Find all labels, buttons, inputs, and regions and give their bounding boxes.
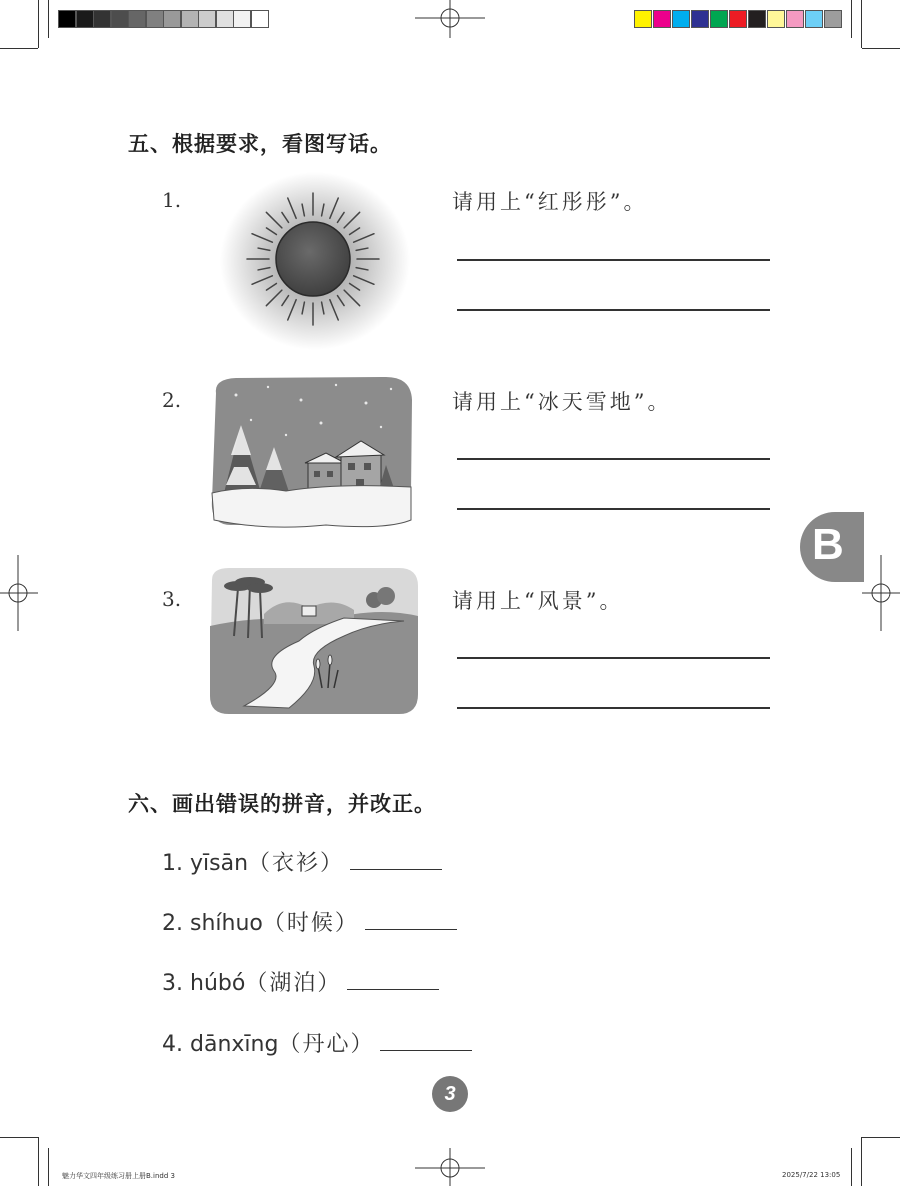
registration-mark-top — [415, 0, 485, 38]
pinyin-text: yīsān — [190, 851, 249, 876]
hanzi-text: （衣衫） — [248, 851, 345, 876]
item-number: 1. — [162, 188, 182, 212]
pinyin-question: 1. yīsān（衣衫） — [162, 846, 442, 877]
gray-swatch — [198, 10, 216, 28]
color-swatch — [634, 10, 652, 28]
page-number: 3 — [432, 1076, 468, 1112]
pinyin-question: 4. dānxīng（丹心） — [162, 1027, 472, 1058]
color-swatch — [748, 10, 766, 28]
pinyin-question: 3. húbó（湖泊） — [162, 966, 439, 997]
section-6-heading: 六、画出错误的拼音，并改正。 — [128, 792, 436, 816]
color-swatch — [786, 10, 804, 28]
pinyin-text: húbó — [190, 971, 246, 996]
writing-prompt: 请用上“红彤彤”。 — [452, 190, 648, 214]
gray-swatch — [251, 10, 269, 28]
gray-swatch — [146, 10, 164, 28]
color-swatch — [805, 10, 823, 28]
footer-datetime: 2025/7/22 13:05 — [782, 1171, 841, 1179]
gray-swatch — [58, 10, 76, 28]
gray-swatch — [233, 10, 251, 28]
registration-mark-left — [0, 555, 38, 631]
item-number: 2. — [162, 388, 182, 412]
gray-swatch — [93, 10, 111, 28]
writing-line[interactable] — [457, 657, 770, 659]
hanzi-text: （时候） — [262, 911, 359, 936]
color-swatch — [653, 10, 671, 28]
answer-blank[interactable] — [350, 851, 442, 870]
hanzi-text: （丹心） — [278, 1032, 375, 1057]
writing-line[interactable] — [457, 309, 770, 311]
footer-file-name: 魅力华文四年级练习册上册B.indd 3 — [62, 1172, 175, 1180]
sun-illustration — [220, 172, 410, 350]
river-landscape-illustration — [204, 566, 420, 718]
gray-swatch — [216, 10, 234, 28]
color-swatch — [729, 10, 747, 28]
color-swatch — [710, 10, 728, 28]
registration-mark-bottom — [415, 1148, 485, 1186]
pinyin-question: 2. shíhuo（时候） — [162, 906, 457, 937]
section-tab-badge: B — [800, 512, 864, 582]
gray-swatch — [163, 10, 181, 28]
gray-swatch — [128, 10, 146, 28]
gray-swatch — [76, 10, 94, 28]
section-5-heading: 五、根据要求，看图写话。 — [128, 132, 392, 156]
pinyin-text: shíhuo — [190, 911, 263, 936]
registration-mark-right — [862, 555, 900, 631]
pinyin-text: dānxīng — [190, 1032, 279, 1057]
gray-swatch — [111, 10, 129, 28]
writing-line[interactable] — [457, 458, 770, 460]
color-swatch — [691, 10, 709, 28]
item-number: 3. — [162, 587, 182, 611]
gray-swatch — [181, 10, 199, 28]
writing-line[interactable] — [457, 707, 770, 709]
writing-line[interactable] — [457, 259, 770, 261]
hanzi-text: （湖泊） — [245, 971, 342, 996]
color-swatch — [767, 10, 785, 28]
answer-blank[interactable] — [380, 1032, 472, 1051]
color-swatch — [672, 10, 690, 28]
writing-prompt: 请用上“冰天雪地”。 — [452, 390, 672, 414]
writing-line[interactable] — [457, 508, 770, 510]
writing-prompt: 请用上“风景”。 — [452, 589, 624, 613]
answer-blank[interactable] — [365, 911, 457, 930]
answer-blank[interactable] — [347, 971, 439, 990]
color-swatch — [824, 10, 842, 28]
snow-village-illustration — [206, 375, 414, 530]
